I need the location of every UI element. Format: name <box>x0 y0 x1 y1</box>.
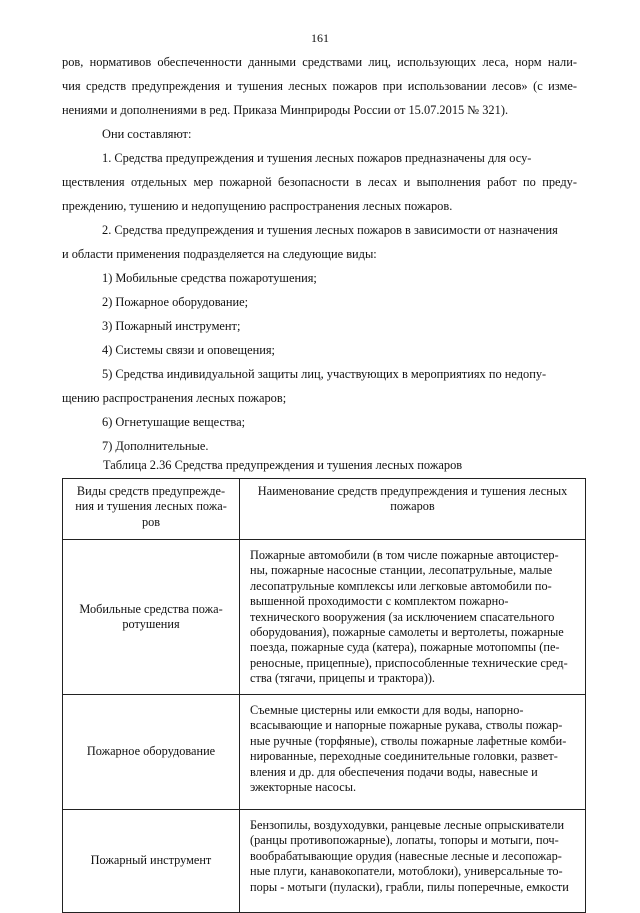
list-item: 3) Пожарный инструмент; <box>102 319 241 333</box>
list-item: 7) Дополнительные. <box>102 439 209 453</box>
table-row <box>63 540 586 695</box>
table-cell-kind: Пожарный инструмент <box>63 810 240 913</box>
desc-line: поезда, пожарные суда (катера), пожарные мотопомпы (пе- <box>250 640 560 655</box>
desc-line: вообрабатывающие орудия (навесные лесные и лесопожар- <box>250 848 562 863</box>
desc-line: оборудования), пожарные самолеты и вертолеты, пожарные <box>250 625 564 640</box>
desc-line: Бензопилы, воздуходувки, ранцевые лесные опрыскиватели <box>250 818 565 832</box>
table-cell-kind: Мобильные средства пожа-ротушения <box>63 540 240 695</box>
table-row <box>63 695 586 810</box>
paragraph-line: ществления отдельных мер пожарной безопасности в лесах и выполнения работ по преду- <box>62 175 577 189</box>
desc-line: всасывающие и напорные пожарные рукава, стволы пожар- <box>250 718 563 733</box>
table-cell-kind: Пожарное оборудование <box>63 695 240 810</box>
fire-equipment-table <box>62 478 586 913</box>
desc-line: вления и др. для обеспечения подачи воды, навесные и <box>250 764 538 779</box>
desc-line: технического вооружения (за исключением спасательного <box>250 609 555 624</box>
list-item: 6) Огнетушащие вещества; <box>102 415 246 429</box>
list-item: 2) Пожарное оборудование; <box>102 295 249 309</box>
desc-line: Съемные цистерны или емкости для воды, напорно- <box>250 703 524 717</box>
desc-line: ны, пожарные насосные станции, лесопатрульные, малые <box>250 563 553 578</box>
paragraph-line: 1. Средства предупреждения и тушения лесных пожаров предназначены для осу- <box>102 151 532 165</box>
page-number: 161 <box>311 31 329 45</box>
desc-line: поры - мотыги (пуласки), грабли, пилы поперечные, емкости <box>250 879 569 894</box>
paragraph-line: нениями и дополнениями в ред. Приказа Минприроды России от 15.07.2015 № 321). <box>62 103 509 117</box>
table-cell-desc <box>240 540 586 695</box>
paragraph-line: 2. Средства предупреждения и тушения лесных пожаров в зависимости от назначения <box>102 223 558 237</box>
desc-line: (ранцы противопожарные), лопаты, топоры и мотыги, поч- <box>250 833 559 848</box>
table-cell-desc <box>240 810 586 913</box>
table-header-kind: Виды средств предупрежде-ния и тушения лесных пожа-ров <box>63 479 240 540</box>
paragraph-line: преждению, тушению и недопущению распространения лесных пожаров. <box>62 199 453 213</box>
desc-line: Пожарные автомобили (в том числе пожарные автоцистер- <box>250 548 559 562</box>
desc-line: реносные, прицепные), приспособленные технические сред- <box>250 655 568 670</box>
table-caption: Таблица 2.36 Средства предупреждения и тушения лесных пожаров <box>103 458 463 472</box>
paragraph-line: чия средств предупреждения и тушения лесных пожаров при использовании лесов» (с изме- <box>62 79 577 93</box>
desc-line: вышенной проходимости с комплектом пожарно- <box>250 594 509 609</box>
desc-line: лесопатрульные комплексы или легковые автомобили по- <box>250 578 552 593</box>
table-header-name: Наименование средств предупреждения и тушения лесных пожаров <box>240 479 586 540</box>
desc-line: ства (тягачи, прицепы и трактора)). <box>250 671 435 686</box>
desc-line: ные плуги, канавокопатели, мотоблоки), универсальные то- <box>250 864 563 879</box>
list-item: 1) Мобильные средства пожаротушения; <box>102 271 317 285</box>
paragraph-line: Они составляют: <box>102 127 192 141</box>
list-item: 5) Средства индивидуальной защиты лиц, участвующих в мероприятиях по недопу- <box>102 367 547 381</box>
desc-line: эжекторные насосы. <box>250 780 357 795</box>
desc-line: ные ручные (торфяные), стволы пожарные лафетные комби- <box>250 733 567 748</box>
list-item: 4) Системы связи и оповещения; <box>102 343 275 357</box>
paragraph-line: ров, нормативов обеспеченности данными средствами лиц, использующих леса, норм нали- <box>62 55 577 69</box>
desc-line: нированные, переходные соединительные головки, развет- <box>250 749 558 764</box>
list-item: щению распространения лесных пожаров; <box>62 391 287 405</box>
table-cell-desc <box>240 695 586 810</box>
paragraph-line: и области применения подразделяется на следующие виды: <box>62 247 377 261</box>
table-row <box>63 810 586 913</box>
table-header-row <box>63 479 586 540</box>
